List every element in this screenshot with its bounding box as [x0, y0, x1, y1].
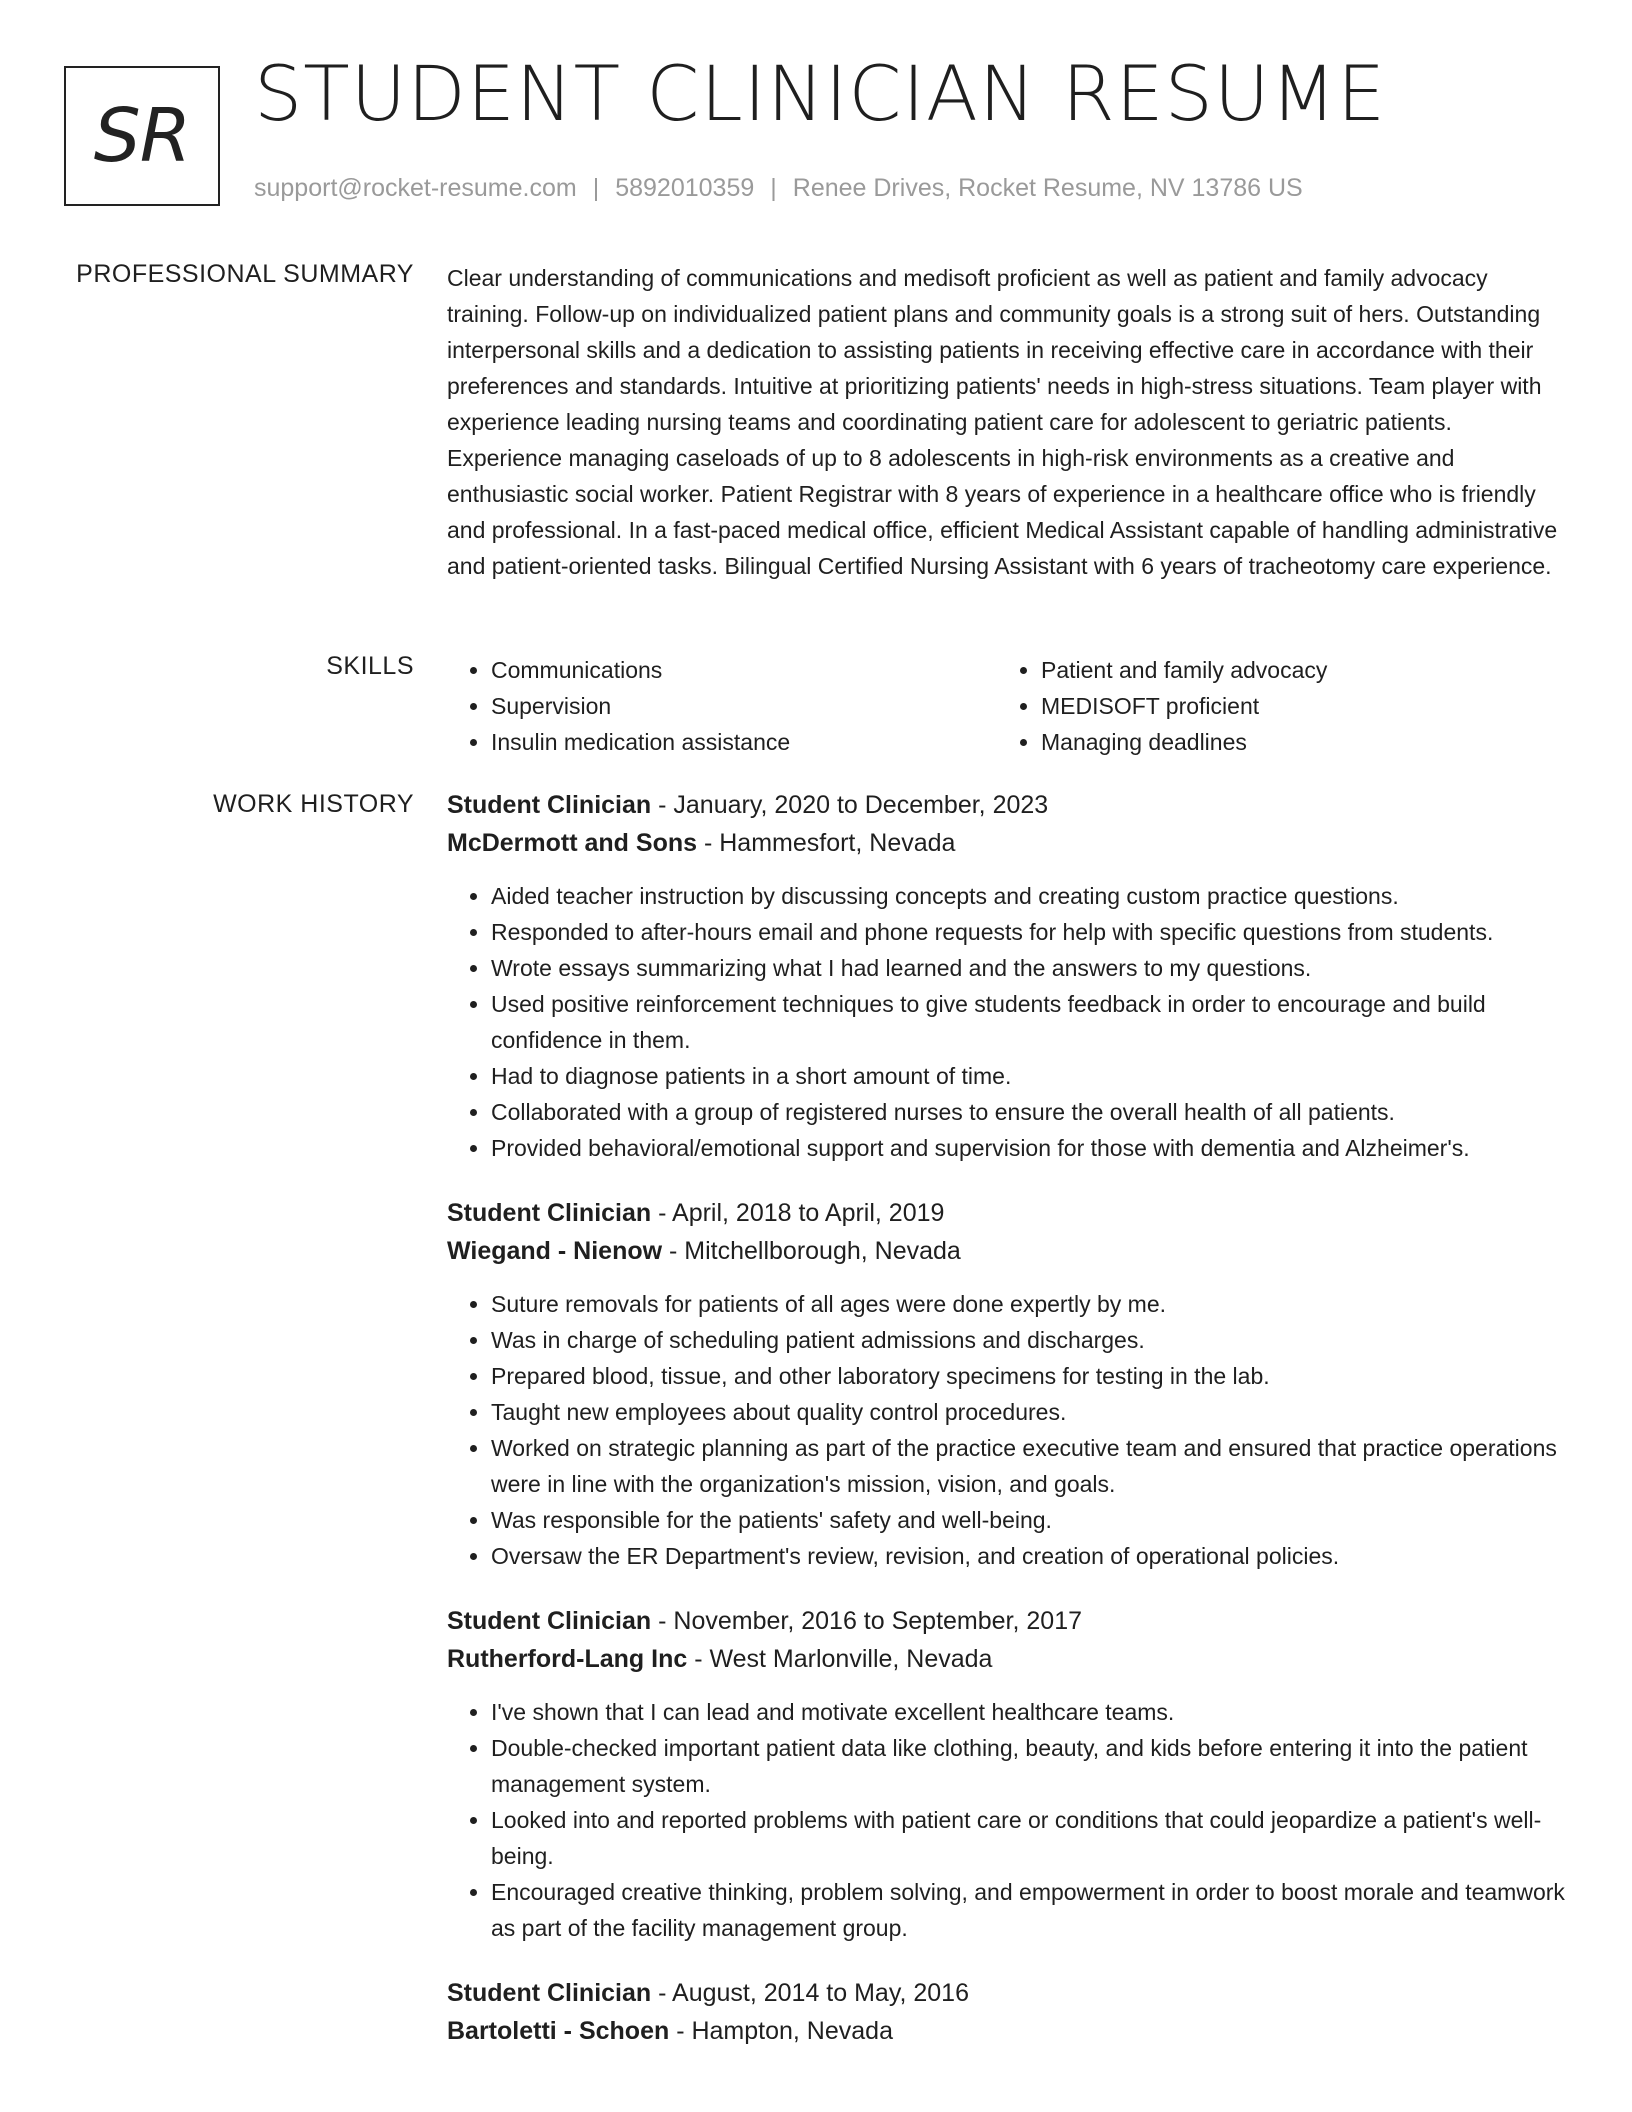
job-bullet: • Aided teacher instruction by discussing concepts and creating custom practice questions. — [491, 878, 1567, 914]
skills-list-right — [997, 652, 1547, 760]
skill-item: • MEDISOFT proficient — [1041, 688, 1547, 724]
job-bullet: • Wrote essays summarizing what I had learned and the answers to my questions. — [491, 950, 1567, 986]
job-bullet: • Was in charge of scheduling patient admissions and discharges. — [491, 1322, 1567, 1358]
monogram-logo: SR — [64, 66, 220, 206]
skill-item: • Communications — [491, 652, 997, 688]
job-title: Student Clinician — [447, 791, 652, 819]
job-bullet: • Encouraged creative thinking, problem solving, and empowerment in order to boost morale and teamwork as part of the facility management group. — [491, 1874, 1567, 1946]
job-bullet: • Collaborated with a group of registered nurses to ensure the overall health of all patients. — [491, 1094, 1567, 1130]
job-location: - Hampton, Nevada — [669, 2017, 893, 2045]
job-title-line — [447, 786, 1567, 824]
skill-item: • Insulin medication assistance — [491, 724, 997, 760]
job-company: Rutherford-Lang Inc — [447, 1645, 688, 1673]
job-title: Student Clinician — [447, 1199, 652, 1227]
skill-item: • Patient and family advocacy — [1041, 652, 1547, 688]
job-title: Student Clinician — [447, 1607, 652, 1635]
job-company-line — [447, 824, 1567, 862]
summary-text: Clear understanding of communications and medisoft proficient as well as patient and family advocacy training. Follow-up on individualized patient plans and community goals is a strong suit of hers. Outstanding interpersonal skills and a dedication to assisting patients in receiving effective care in accordance with their preferences and standards. Intuitive at prioritizing patients' needs in high-stress situations. Team player with experience leading nursing teams and coordinating patient care for adolescent to geriatric patients. Experience managing caseloads of up to 8 adolescents in high-risk environments as a creative and enthusiastic social worker. Patient Registrar with 8 years of experience in a healthcare office who is friendly and professional. In a fast-paced medical office, efficient Medical Assistant capable of handling administrative and patient-oriented tasks. Bilingual Certified Nursing Assistant with 6 years of tracheotomy care experience. — [447, 265, 1558, 579]
summary-label: PROFESSIONAL SUMMARY — [76, 260, 414, 288]
job-bullet: • Taught new employees about quality control procedures. — [491, 1394, 1567, 1430]
job-bullet: • Provided behavioral/emotional support and supervision for those with dementia and Alzheimer's. — [491, 1130, 1567, 1166]
job-company: Bartoletti - Schoen — [447, 2017, 670, 2045]
contact-line — [254, 174, 1303, 203]
job-bullet: • Responded to after-hours email and phone requests for help with specific questions from students. — [491, 914, 1567, 950]
contact-separator: | — [592, 174, 600, 202]
job-bullets — [447, 878, 1567, 1166]
job-title: Student Clinician — [447, 1979, 652, 2007]
job-bullet: • Worked on strategic planning as part of the practice executive team and ensured that practice operations were in line with the organization's mission, vision, and goals. — [491, 1430, 1567, 1502]
job-title-line — [447, 1194, 1567, 1232]
job-dates: - November, 2016 to September, 2017 — [651, 1607, 1083, 1635]
work-body — [447, 786, 1567, 2078]
skill-item: • Supervision — [491, 688, 997, 724]
job-bullet: • Was responsible for the patients' safety and well-being. — [491, 1502, 1567, 1538]
skills-list-left — [447, 652, 997, 760]
job-dates: - April, 2018 to April, 2019 — [651, 1199, 945, 1227]
job-bullet: • Used positive reinforcement techniques to give students feedback in order to encourage and build confidence in them. — [491, 986, 1567, 1058]
job-bullet: • Suture removals for patients of all ages were done expertly by me. — [491, 1286, 1567, 1322]
job-bullet: • Double-checked important patient data like clothing, beauty, and kids before entering it into the patient management system. — [491, 1730, 1567, 1802]
job-entry — [447, 1602, 1567, 1946]
job-entry — [447, 1974, 1567, 2050]
job-bullet: • Oversaw the ER Department's review, revision, and creation of operational policies. — [491, 1538, 1567, 1574]
job-bullet: • Prepared blood, tissue, and other laboratory specimens for testing in the lab. — [491, 1358, 1567, 1394]
contact-phone: 5892010359 — [615, 174, 755, 202]
contact-separator: | — [770, 174, 777, 202]
job-company-line — [447, 1232, 1567, 1270]
job-dates: - January, 2020 to December, 2023 — [651, 791, 1049, 819]
job-title-line — [447, 1602, 1567, 1640]
job-bullets — [447, 1286, 1567, 1574]
job-location: - West Marlonville, Nevada — [687, 1645, 993, 1673]
work-label: WORK HISTORY — [213, 790, 414, 818]
job-entry — [447, 1194, 1567, 1574]
contact-address: Renee Drives, Rocket Resume, NV 13786 US — [792, 174, 1303, 202]
job-bullets — [447, 1694, 1567, 1946]
resume-title: STUDENT CLINICIAN RESUME — [254, 49, 1387, 138]
job-bullet: • I've shown that I can lead and motivate excellent healthcare teams. — [491, 1694, 1567, 1730]
job-company: McDermott and Sons — [447, 829, 698, 857]
job-company: Wiegand - Nienow — [447, 1237, 663, 1265]
summary-body — [447, 260, 1567, 584]
job-bullet: • Had to diagnose patients in a short amount of time. — [491, 1058, 1567, 1094]
job-company-line — [447, 1640, 1567, 1678]
job-dates: - August, 2014 to May, 2016 — [651, 1979, 969, 2007]
contact-email: support@rocket-resume.com — [254, 174, 577, 202]
skills-body — [447, 652, 1567, 760]
job-title-line — [447, 1974, 1567, 2012]
job-entry — [447, 786, 1567, 1166]
job-location: - Mitchellborough, Nevada — [662, 1237, 961, 1265]
skill-item: • Managing deadlines — [1041, 724, 1547, 760]
job-location: - Hammesfort, Nevada — [697, 829, 956, 857]
job-bullet: • Looked into and reported problems with patient care or conditions that could jeopardize a patient's well-being. — [491, 1802, 1567, 1874]
skills-label: SKILLS — [326, 652, 414, 680]
job-company-line — [447, 2012, 1567, 2050]
